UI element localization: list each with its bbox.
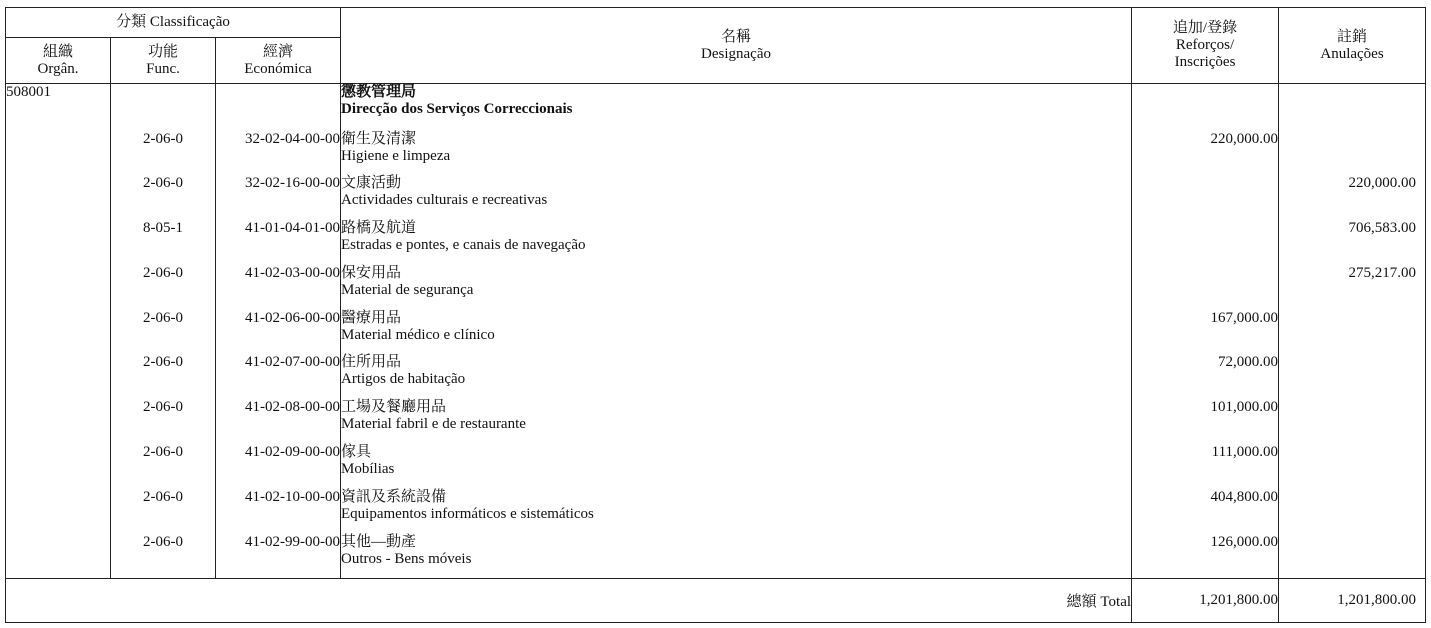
econ-header-zh: 經濟 <box>263 43 294 60</box>
table-header <box>6 8 1426 84</box>
designation <box>341 265 1132 310</box>
reforco-value: 111,000.00 <box>1132 444 1279 489</box>
reforco-value <box>1132 265 1279 310</box>
organ-cell <box>6 175 111 220</box>
organ-reforco-cell <box>1132 84 1279 131</box>
organ-header <box>6 38 111 84</box>
designation-zh: 路橋及航道 <box>341 220 417 237</box>
organ-designation <box>341 84 1132 131</box>
table-row <box>6 175 1426 220</box>
designation-pt: Outros - Bens móveis <box>341 550 472 567</box>
econ-code: 41-02-07-00-00 <box>216 354 341 399</box>
anulacao-value <box>1279 131 1426 176</box>
func-code: 2-06-0 <box>111 399 216 444</box>
func-code: 2-06-0 <box>111 354 216 399</box>
table-row <box>6 310 1426 355</box>
organ-cell <box>6 265 111 310</box>
designation-zh: 文康活動 <box>341 175 402 192</box>
table-row <box>6 534 1426 579</box>
func-code: 2-06-0 <box>111 131 216 176</box>
table-body <box>6 84 1426 623</box>
budget-table <box>5 7 1426 623</box>
anulacao-value <box>1279 534 1426 579</box>
anulacao-value <box>1279 444 1426 489</box>
designation-pt: Equipamentos informáticos e sistemáticos <box>341 505 594 522</box>
reforco-value: 101,000.00 <box>1132 399 1279 444</box>
func-code: 2-06-0 <box>111 534 216 579</box>
table-row <box>6 444 1426 489</box>
econ-code: 41-02-08-00-00 <box>216 399 341 444</box>
reforcos-header-pt1: Reforços/ <box>1175 37 1235 53</box>
designation <box>341 444 1132 489</box>
organ-cell <box>6 444 111 489</box>
total-reforcos: 1,201,800.00 <box>1132 578 1279 622</box>
table-row <box>6 489 1426 534</box>
designation-zh: 資訊及系統設備 <box>341 488 447 505</box>
organ-cell <box>6 534 111 579</box>
func-header <box>111 38 216 84</box>
econ-code: 32-02-16-00-00 <box>216 175 341 220</box>
econ-code: 41-02-03-00-00 <box>216 265 341 310</box>
designation <box>341 175 1132 220</box>
reforco-value: 126,000.00 <box>1132 534 1279 579</box>
designation-zh: 醫療用品 <box>341 309 402 326</box>
designation <box>341 399 1132 444</box>
designation-zh: 衛生及清潔 <box>341 130 417 147</box>
organ-cell <box>6 399 111 444</box>
anulacao-value: 706,583.00 <box>1279 220 1426 265</box>
designation <box>341 131 1132 176</box>
reforco-value <box>1132 220 1279 265</box>
econ-code: 41-02-06-00-00 <box>216 310 341 355</box>
organ-econ-cell <box>216 84 341 131</box>
reforcos-header-zh: 追加/登錄 <box>1172 20 1238 36</box>
anulacoes-header <box>1279 8 1426 84</box>
econ-code: 32-02-04-00-00 <box>216 131 341 176</box>
designation-zh: 其他—動產 <box>341 533 417 550</box>
table-row <box>6 265 1426 310</box>
designation-zh: 保安用品 <box>341 264 402 281</box>
designation-pt: Material médico e clínico <box>341 326 495 343</box>
organ-row <box>6 84 1426 131</box>
econ-code: 41-02-10-00-00 <box>216 489 341 534</box>
reforcos-header-pt2: Inscrições <box>1174 54 1236 70</box>
designation-pt: Artigos de habitação <box>341 371 466 388</box>
designation-zh: 傢具 <box>341 444 372 461</box>
total-row <box>6 578 1426 622</box>
organ-cell <box>6 220 111 265</box>
table-row <box>6 354 1426 399</box>
func-code: 2-06-0 <box>111 444 216 489</box>
reforco-value: 220,000.00 <box>1132 131 1279 176</box>
reforcos-header <box>1132 8 1279 84</box>
designation-zh: 住所用品 <box>341 354 402 371</box>
designation-zh: 工場及餐廳用品 <box>341 399 447 416</box>
organ-cell <box>6 310 111 355</box>
organ-cell <box>6 131 111 176</box>
designation <box>341 354 1132 399</box>
anulacao-value <box>1279 310 1426 355</box>
classificacao-header: 分類 Classificação <box>6 8 341 38</box>
anulacao-value <box>1279 354 1426 399</box>
organ-name-pt: Direcção dos Serviços Correccionais <box>341 101 573 117</box>
table-row <box>6 399 1426 444</box>
organ-anulacao-cell <box>1279 84 1426 131</box>
total-label: 總額 Total <box>6 578 1132 622</box>
anulacao-value: 220,000.00 <box>1279 175 1426 220</box>
econ-header <box>216 38 341 84</box>
designation <box>341 489 1132 534</box>
func-code: 8-05-1 <box>111 220 216 265</box>
organ-cell <box>6 354 111 399</box>
anulacoes-header-pt: Anulações <box>1320 45 1384 62</box>
econ-header-pt: Económica <box>244 60 312 77</box>
func-code: 2-06-0 <box>111 310 216 355</box>
organ-code: 508001 <box>6 84 111 131</box>
reforco-value <box>1132 175 1279 220</box>
econ-code: 41-02-99-00-00 <box>216 534 341 579</box>
organ-header-zh: 組織 <box>42 43 73 60</box>
func-code: 2-06-0 <box>111 489 216 534</box>
anulacao-value: 275,217.00 <box>1279 265 1426 310</box>
reforco-value: 404,800.00 <box>1132 489 1279 534</box>
table-row <box>6 220 1426 265</box>
designation-pt: Actividades culturais e recreativas <box>341 192 548 209</box>
organ-name-zh: 懲教管理局 <box>341 84 417 100</box>
func-header-pt: Func. <box>146 60 180 77</box>
table-row <box>6 131 1426 176</box>
reforco-value: 72,000.00 <box>1132 354 1279 399</box>
designacao-header <box>341 8 1132 84</box>
organ-func-cell <box>111 84 216 131</box>
organ-header-pt: Orgân. <box>37 60 79 77</box>
designation-pt: Material de segurança <box>341 281 474 298</box>
designation-pt: Higiene e limpeza <box>341 147 451 164</box>
designation <box>341 220 1132 265</box>
organ-cell <box>6 489 111 534</box>
func-code: 2-06-0 <box>111 175 216 220</box>
func-header-zh: 功能 <box>147 43 178 60</box>
designation-pt: Mobílias <box>341 461 395 478</box>
reforco-value: 167,000.00 <box>1132 310 1279 355</box>
designation <box>341 534 1132 579</box>
econ-code: 41-01-04-01-00 <box>216 220 341 265</box>
econ-code: 41-02-09-00-00 <box>216 444 341 489</box>
designation <box>341 310 1132 355</box>
designation-pt: Estradas e pontes, e canais de navegação <box>341 237 586 254</box>
total-anulacoes: 1,201,800.00 <box>1279 578 1426 622</box>
func-code: 2-06-0 <box>111 265 216 310</box>
anulacao-value <box>1279 399 1426 444</box>
anulacao-value <box>1279 489 1426 534</box>
anulacoes-header-zh: 註銷 <box>1337 28 1368 45</box>
designacao-header-pt: Designação <box>701 45 771 62</box>
designacao-header-zh: 名稱 <box>721 28 752 45</box>
designation-pt: Material fabril e de restaurante <box>341 416 526 433</box>
